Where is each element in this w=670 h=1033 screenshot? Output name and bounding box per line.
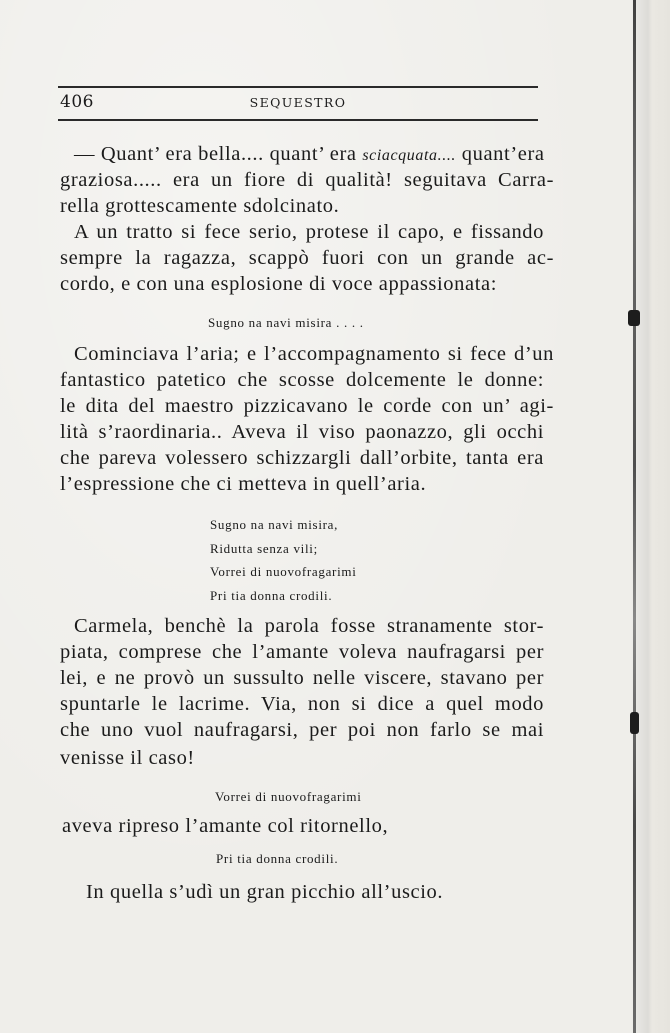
text-line: cordo, e con una esplosione di voce appassionata: [60, 273, 497, 295]
page-binding-edge [633, 0, 636, 1033]
binding-mark [630, 712, 639, 734]
verse-line: Sugno na navi misira . . . . [208, 315, 364, 330]
text-line: lità s’raordinaria.. Aveva il viso paonazzo, gli occhi [60, 422, 544, 443]
stanza-line: Pri tia donna crodili. [210, 588, 333, 603]
stanza-line: Sugno na navi misira, [210, 517, 339, 532]
verse-line: Vorrei di nuovofragarimi [215, 789, 362, 804]
header-rule-bottom [58, 119, 538, 121]
text-line: rella grottescamente sdolcinato. [60, 195, 340, 217]
text-line: Cominciava l’aria; e l’accompagnamento si fece d’un [74, 344, 554, 365]
text-line: graziosa..... era un fiore di qualità! seguitava Carra- [60, 170, 554, 191]
text-line: sempre la ragazza, scappò fuori con un grande ac- [60, 248, 554, 269]
text-line: Carmela, benchè la parola fosse stranamente stor- [74, 616, 544, 637]
page-binding-shadow [630, 0, 670, 1033]
text-line: aveva ripreso l’amante col ritornello, [62, 815, 389, 837]
header-rule-top [58, 86, 538, 88]
text-line: fantastico patetico che scosse dolcemente le donne: [60, 370, 544, 391]
text-line: lei, e ne provò un sussulto nelle viscere, stavano per [60, 668, 544, 689]
text-line: spuntarle le lacrime. Via, non si dice a quel modo [60, 694, 544, 715]
binding-mark [628, 310, 640, 326]
text-line: In quella s’udì un gran picchio all’uscio. [86, 881, 444, 903]
running-head-title: SEQUESTRO [249, 95, 347, 110]
verse-line: Pri tia donna crodili. [216, 851, 339, 866]
text-line: A un tratto si fece serio, protese il capo, e fissando [74, 222, 544, 243]
italic-word: sciacquata.... [362, 147, 457, 164]
stanza-line: Vorrei di nuovofragarimi [210, 564, 357, 579]
text-line: che uno vuol naufragarsi, per poi non farlo se mai [60, 720, 544, 741]
text-line: venisse il caso! [60, 747, 195, 769]
text-line: — Quant’ era bella.... quant’ era sciacquata.... quant’era [74, 143, 545, 165]
running-header [58, 92, 538, 116]
stanza-line: Ridutta senza vili; [210, 541, 318, 556]
page-number: 406 [60, 92, 94, 112]
text-line: che pareva volessero schizzargli dall’orbite, tanta era [60, 448, 544, 469]
text-line: le dita del maestro pizzicavano le corde con un’ agi- [60, 396, 554, 417]
text-line: piata, comprese che l’amante voleva naufragarsi per [60, 642, 544, 663]
text-line: l’espressione che ci metteva in quell’aria. [60, 473, 427, 495]
